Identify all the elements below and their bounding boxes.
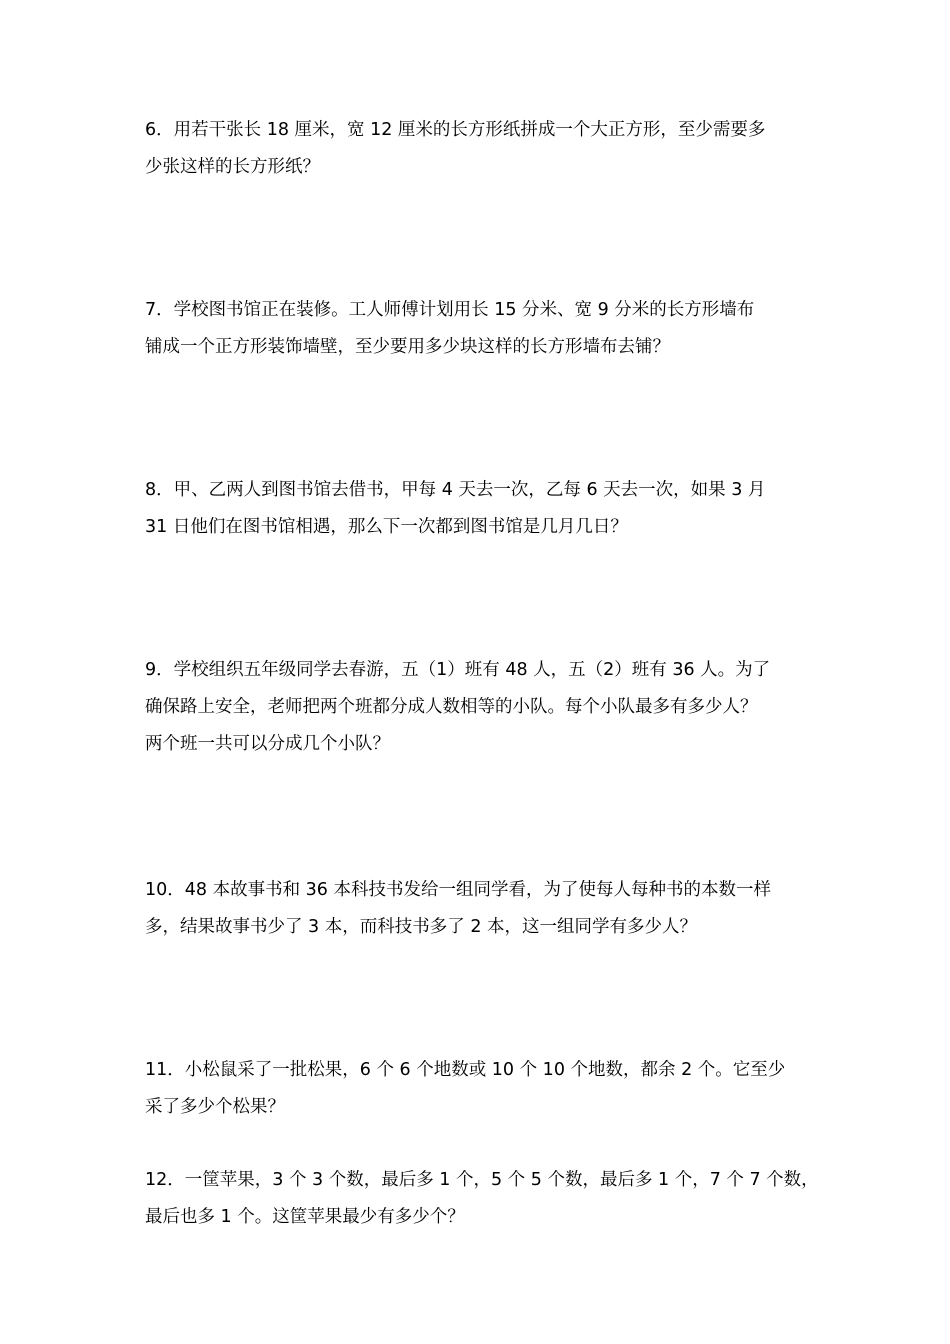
- question-8: [145, 472, 825, 546]
- question-9: [145, 652, 825, 763]
- question-line: 7．学校图书馆正在装修。工人师傅计划用长 15 分米、宽 9 分米的长方形墙布: [145, 300, 755, 320]
- question-line: 31 日他们在图书馆相遇，那么下一次都到图书馆是几月几日？: [145, 517, 628, 537]
- question-line: 6．用若干张长 18 厘米，宽 12 厘米的长方形纸拼成一个大正方形，至少需要多: [145, 120, 766, 140]
- question-12: [145, 1162, 825, 1236]
- question-line: 两个班一共可以分成几个小队？: [145, 734, 390, 754]
- question-line: 多，结果故事书少了 3 本，而科技书多了 2 本，这一组同学有多少人？: [145, 917, 698, 937]
- question-6: [145, 112, 825, 186]
- question-11: [145, 1052, 825, 1126]
- question-line: 确保路上安全，老师把两个班都分成人数相等的小队。每个小队最多有多少人？: [145, 697, 758, 717]
- question-line: 8．甲、乙两人到图书馆去借书，甲每 4 天去一次，乙每 6 天去一次，如果 3 月: [145, 480, 766, 500]
- question-line: 9．学校组织五年级同学去春游，五（1）班有 48 人，五（2）班有 36 人。为了: [145, 660, 771, 680]
- question-line: 12．一筐苹果，3 个 3 个数，最后多 1 个，5 个 5 个数，最后多 1 个，7 个 7 个数，: [145, 1170, 819, 1190]
- question-line: 最后也多 1 个。这筐苹果最少有多少个？: [145, 1207, 465, 1227]
- question-line: 11．小松鼠采了一批松果，6 个 6 个地数或 10 个 10 个地数，都余 2 个。它至少: [145, 1060, 786, 1080]
- question-10: [145, 872, 825, 946]
- question-line: 10．48 本故事书和 36 本科技书发给一组同学看，为了使每人每种书的本数一样: [145, 880, 771, 900]
- question-line: 少张这样的长方形纸？: [145, 157, 320, 177]
- question-line: 采了多少个松果？: [145, 1097, 285, 1117]
- question-7: [145, 292, 825, 366]
- question-line: 铺成一个正方形装饰墙壁，至少要用多少块这样的长方形墙布去铺？: [145, 337, 670, 357]
